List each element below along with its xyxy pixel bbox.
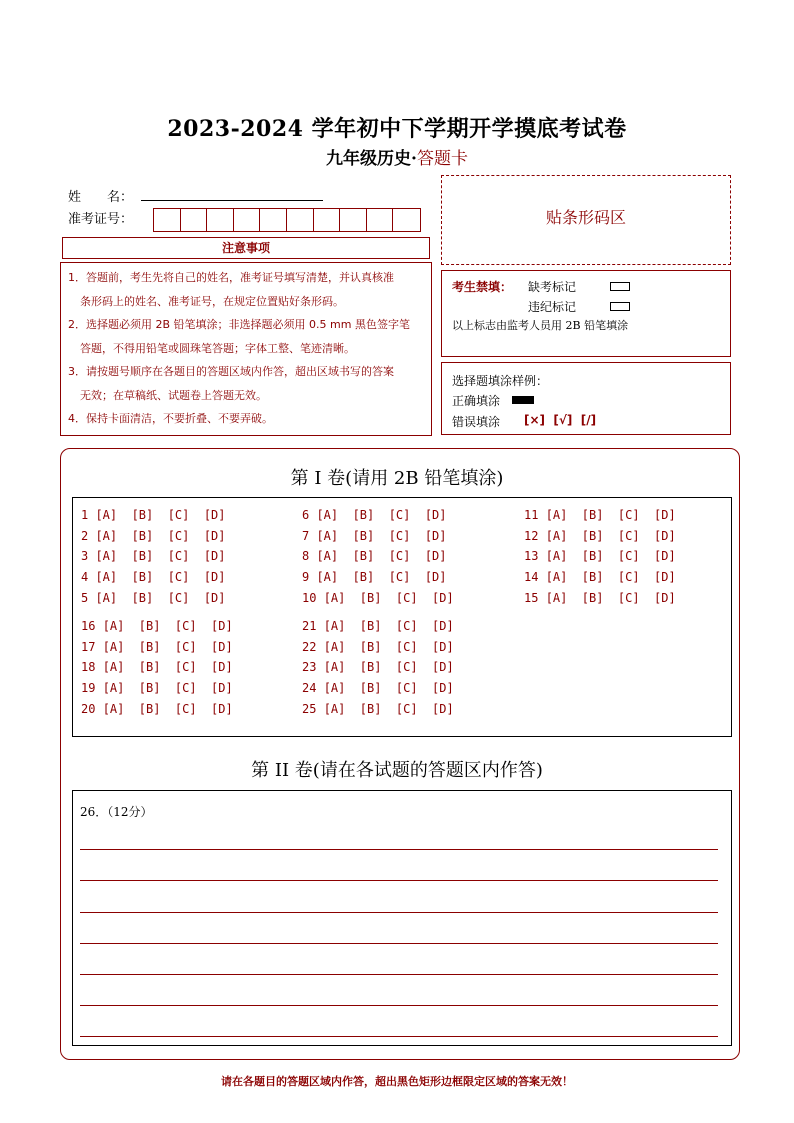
subtitle-card: 答题卡 — [416, 149, 468, 169]
question-number: 25 — [302, 701, 324, 716]
question-24-options[interactable] — [302, 681, 454, 695]
answer-bubbles[interactable]: [A] [B] [C] [D] — [95, 549, 226, 564]
violation-mark-label: 违纪标记 — [528, 300, 577, 314]
question-7-options[interactable] — [302, 529, 447, 543]
answer-bubbles[interactable]: [A] [B] [C] [D] — [323, 639, 454, 654]
answer-line[interactable] — [80, 1036, 718, 1037]
question-number: 23 — [302, 660, 324, 675]
question-number: 21 — [302, 619, 324, 633]
exam-id-digit-box[interactable] — [340, 209, 367, 231]
forbidden-label: 考生禁填： — [452, 280, 513, 294]
wrong-fill-marks: [×] [√] [/] — [524, 413, 597, 427]
barcode-area: 贴条形码区 — [441, 175, 731, 265]
exam-id-label: 准考证号： — [68, 212, 134, 227]
answer-bubbles[interactable]: [A] [B] [C] [D] — [545, 549, 676, 564]
question-number: 24 — [302, 681, 324, 696]
exam-id-digit-box[interactable] — [260, 209, 287, 231]
answer-line[interactable] — [80, 943, 718, 944]
question-number: 2 — [81, 528, 96, 543]
exam-id-digit-box[interactable] — [154, 209, 181, 231]
question-number: 12 — [524, 528, 546, 543]
answer-line[interactable] — [80, 849, 718, 850]
question-number: 14 — [524, 570, 546, 585]
question-21-options[interactable] — [302, 619, 454, 633]
question-25-options[interactable] — [302, 702, 454, 716]
answer-bubbles[interactable]: [A] [B] [C] [D] — [95, 528, 226, 543]
exam-id-digit-box[interactable] — [393, 209, 420, 231]
exam-id-digit-box[interactable] — [287, 209, 314, 231]
answer-box-q26[interactable] — [72, 790, 732, 1046]
question-10-options[interactable] — [302, 591, 454, 605]
answer-bubbles[interactable]: [A] [B] [C] [D] — [323, 590, 454, 605]
answer-bubbles[interactable]: [A] [B] [C] [D] — [545, 570, 676, 585]
question-12-options[interactable] — [524, 529, 676, 543]
exam-id-digit-box[interactable] — [314, 209, 341, 231]
question-number: 8 — [302, 549, 317, 564]
question-number: 7 — [302, 528, 317, 543]
absent-mark-box[interactable] — [610, 282, 630, 291]
forbidden-box — [441, 270, 731, 357]
notice-item-cont: 无效；在草稿纸、试题卷上答题无效。 — [80, 388, 267, 402]
fill-sample-box — [441, 362, 731, 435]
page-subtitle — [0, 144, 794, 169]
answer-bubbles[interactable]: [A] [B] [C] [D] — [102, 660, 233, 675]
question-5-options[interactable] — [81, 591, 226, 605]
question-number: 9 — [302, 570, 317, 585]
question-22-options[interactable] — [302, 640, 454, 654]
notice-box — [60, 262, 432, 436]
answer-bubbles[interactable]: [A] [B] [C] [D] — [316, 570, 447, 585]
answer-line[interactable] — [80, 912, 718, 913]
question-4-options[interactable] — [81, 570, 226, 584]
question-number: 17 — [81, 639, 103, 654]
absent-mark-label: 缺考标记 — [528, 280, 577, 294]
exam-id-digit-box[interactable] — [181, 209, 208, 231]
question-number: 13 — [524, 549, 546, 564]
section2-title: 第 II 卷(请在各试题的答题区内作答) — [251, 760, 543, 781]
question-9-options[interactable] — [302, 570, 447, 584]
exam-id-boxes[interactable] — [153, 208, 421, 232]
answer-bubbles[interactable]: [A] [B] [C] [D] — [323, 619, 454, 633]
question-16-options[interactable] — [81, 619, 233, 633]
exam-id-digit-box[interactable] — [207, 209, 234, 231]
notice-item: 3．请按题号顺序在各题目的答题区域内作答，超出区域书写的答案 — [68, 365, 394, 378]
question-number: 18 — [81, 660, 103, 675]
question-number: 16 — [81, 619, 103, 633]
question-3-options[interactable] — [81, 549, 226, 563]
answer-bubbles[interactable]: [A] [B] [C] [D] — [102, 639, 233, 654]
question-20-options[interactable] — [81, 702, 233, 716]
answer-bubbles[interactable]: [A] [B] [C] [D] — [323, 681, 454, 696]
multiple-choice-box — [72, 497, 732, 737]
question-number: 10 — [302, 590, 324, 605]
notice-item-cont: 答题，不得用铅笔或圆珠笔答题；字体工整、笔迹清晰。 — [80, 341, 355, 355]
question-number: 15 — [524, 590, 546, 605]
question-number: 11 — [524, 508, 546, 522]
question-number: 20 — [81, 701, 103, 716]
exam-id-digit-box[interactable] — [234, 209, 261, 231]
notice-item-cont: 条形码上的姓名、准考证号，在规定位置贴好条形码。 — [80, 294, 344, 308]
section1-title: 第 I 卷(请用 2B 铅笔填涂) — [290, 468, 504, 489]
page-title: 2023-2024 学年初中下学期开学摸底考试卷 — [167, 116, 627, 142]
name-field[interactable] — [141, 200, 323, 201]
question-number: 19 — [81, 681, 103, 696]
correct-fill-mark — [512, 396, 534, 404]
question-number: 4 — [81, 570, 96, 585]
answer-bubbles[interactable]: [A] [B] [C] [D] — [102, 619, 233, 633]
answer-line[interactable] — [80, 974, 718, 975]
answer-bubbles[interactable]: [A] [B] [C] [D] — [323, 660, 454, 675]
answer-bubbles[interactable]: [A] [B] [C] [D] — [545, 590, 676, 605]
notice-item: 1．答题前，考生先将自己的姓名，准考证号填写清楚，并认真核准 — [68, 271, 394, 284]
question-19-options[interactable] — [81, 681, 233, 695]
answer-bubbles[interactable]: [A] [B] [C] [D] — [545, 528, 676, 543]
answer-bubbles[interactable]: [A] [B] [C] [D] — [102, 681, 233, 696]
question-13-options[interactable] — [524, 549, 676, 563]
question-14-options[interactable] — [524, 570, 676, 584]
answer-bubbles[interactable]: [A] [B] [C] [D] — [95, 590, 226, 605]
answer-line[interactable] — [80, 1005, 718, 1006]
answer-bubbles[interactable]: [A] [B] [C] [D] — [95, 508, 226, 522]
footer-warning: 请在各题目的答题区域内作答，超出黑色矩形边框限定区域的答案无效！ — [221, 1075, 573, 1088]
notice-heading: 注意事项 — [62, 237, 430, 259]
question-number: 6 — [302, 508, 317, 522]
answer-bubbles[interactable]: [A] [B] [C] [D] — [316, 549, 447, 564]
answer-bubbles[interactable]: [A] [B] [C] [D] — [323, 701, 454, 716]
answer-bubbles[interactable]: [A] [B] [C] [D] — [316, 528, 447, 543]
subtitle-subject: 九年级历史· — [326, 149, 417, 169]
question-number: 22 — [302, 639, 324, 654]
forbidden-note: 以上标志由监考人员用 2B 铅笔填涂 — [452, 319, 629, 332]
question-23-options[interactable] — [302, 660, 454, 674]
answer-bubbles[interactable]: [A] [B] [C] [D] — [102, 701, 233, 716]
answer-line[interactable] — [80, 880, 718, 881]
answer-bubbles[interactable]: [A] [B] [C] [D] — [316, 508, 447, 522]
question-number: 3 — [81, 549, 96, 564]
question-18-options[interactable] — [81, 660, 233, 674]
correct-fill-label: 正确填涂 — [452, 394, 501, 408]
wrong-fill-label: 错误填涂 — [452, 415, 501, 429]
name-label: 姓 名： — [68, 190, 134, 205]
question-number: 5 — [81, 590, 96, 605]
answer-bubbles[interactable]: [A] [B] [C] [D] — [545, 508, 676, 522]
notice-item: 4．保持卡面清洁，不要折叠、不要弄破。 — [68, 412, 273, 425]
fill-sample-title: 选择题填涂样例： — [452, 374, 549, 388]
question-26-label: 26．（12分） — [80, 805, 153, 819]
question-number: 1 — [81, 508, 96, 522]
question-15-options[interactable] — [524, 591, 676, 605]
question-8-options[interactable] — [302, 549, 447, 563]
violation-mark-box[interactable] — [610, 302, 630, 311]
question-11-options[interactable] — [524, 508, 676, 522]
notice-item: 2．选择题必须用 2B 铅笔填涂；非选择题必须用 0.5 mm 黑色签字笔 — [68, 318, 410, 331]
question-2-options[interactable] — [81, 529, 226, 543]
answer-bubbles[interactable]: [A] [B] [C] [D] — [95, 570, 226, 585]
question-17-options[interactable] — [81, 640, 233, 654]
question-6-options[interactable] — [302, 508, 447, 522]
exam-id-digit-box[interactable] — [367, 209, 394, 231]
question-1-options[interactable] — [81, 508, 226, 522]
